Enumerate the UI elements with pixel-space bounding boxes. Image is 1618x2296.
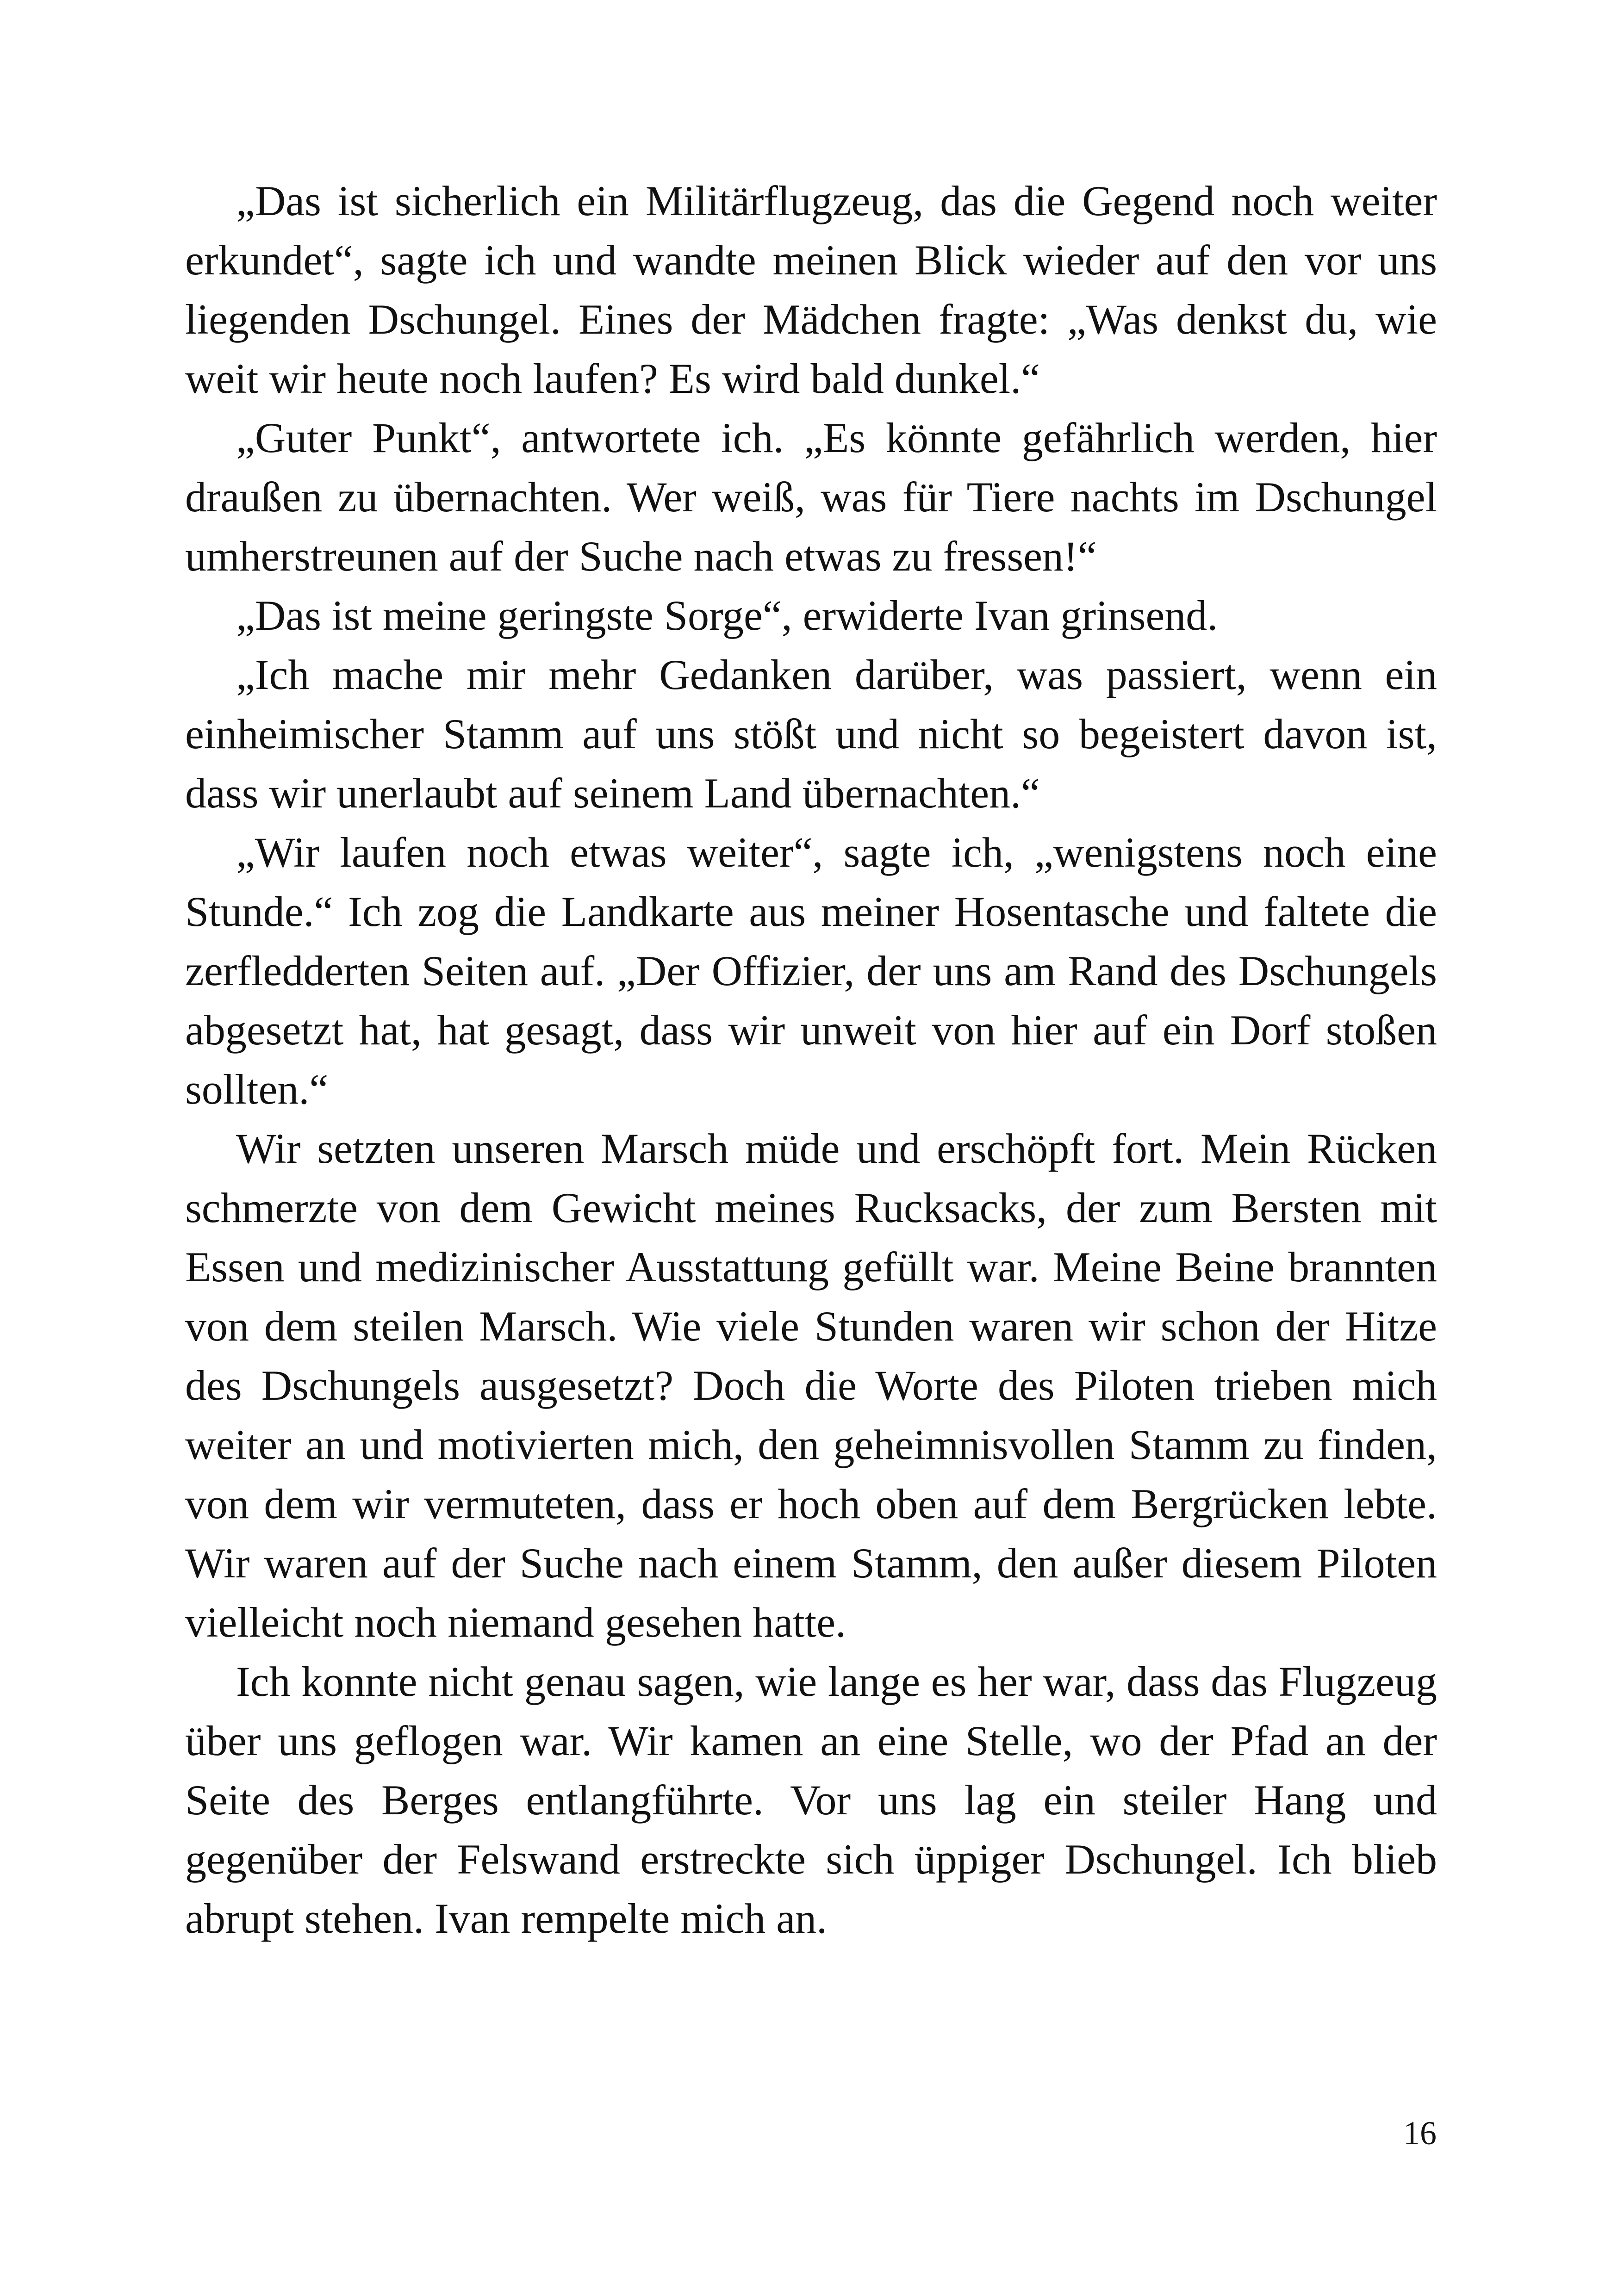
paragraph: Wir setzten unseren Marsch müde und erschöpft fort. Mein Rücken schmerzte von dem Gewicht meines Rucksacks, der zum Bersten mit Essen und medizinischer Ausstattung gefüllt war. Meine Beine brannten von dem steilen Marsch. Wie viele Stunden waren wir schon der Hitze des Dschungels ausgesetzt? Doch die Worte des Piloten trieben mich weiter an und motivierten mich, den geheimnisvollen Stamm zu finden, von dem wir vermuteten, dass er hoch oben auf dem Bergrücken lebte. Wir waren auf der Suche nach einem Stamm, den außer diesem Piloten vielleicht noch niemand gesehen hatte. bbox=[185, 1125, 1437, 1646]
paragraph: Ich konnte nicht genau sagen, wie lange es her war, dass das Flugzeug über uns geflogen war. Wir kamen an eine Stelle, wo der Pfad an der Seite des Berges entlangführte. Vor uns lag ein steiler Hang und gegenüber der Felswand erstreckte sich üppiger Dschungel. Ich blieb abrupt stehen. Ivan rempelte mich an. bbox=[185, 1658, 1437, 1942]
page-number: 16 bbox=[1403, 2115, 1437, 2152]
paragraph: „Wir laufen noch etwas weiter“, sagte ich, „wenigstens noch eine Stunde.“ Ich zog die Landkarte aus meiner Hosentasche und faltete die zerfledderten Seiten auf. „Der Offizier, der uns am Rand des Dschungels abgesetzt hat, hat gesagt, dass wir unweit von hier auf ein Dorf stoßen sollten.“ bbox=[185, 829, 1437, 1113]
paragraph: „Das ist meine geringste Sorge“, erwiderte Ivan grinsend. bbox=[236, 592, 1218, 639]
paragraph: „Das ist sicherlich ein Militärflugzeug, das die Gegend noch weiter erkundet“, sagte ich und wandte meinen Blick wieder auf den vor uns liegenden Dschungel. Eines der Mädchen fragte: „Was denkst du, wie weit wir heute noch laufen? Es wird bald dunkel.“ bbox=[185, 177, 1437, 402]
book-page-text bbox=[185, 171, 1437, 1948]
paragraph: „Ich mache mir mehr Gedanken darüber, was passiert, wenn ein einheimischer Stamm auf uns stößt und nicht so begeistert davon ist, dass wir unerlaubt auf seinem Land übernachten.“ bbox=[185, 651, 1437, 817]
paragraph: „Guter Punkt“, antwortete ich. „Es könnte gefährlich werden, hier draußen zu übernachten. Wer weiß, was für Tiere nachts im Dschungel umherstreunen auf der Suche nach etwas zu fressen!“ bbox=[185, 414, 1437, 580]
